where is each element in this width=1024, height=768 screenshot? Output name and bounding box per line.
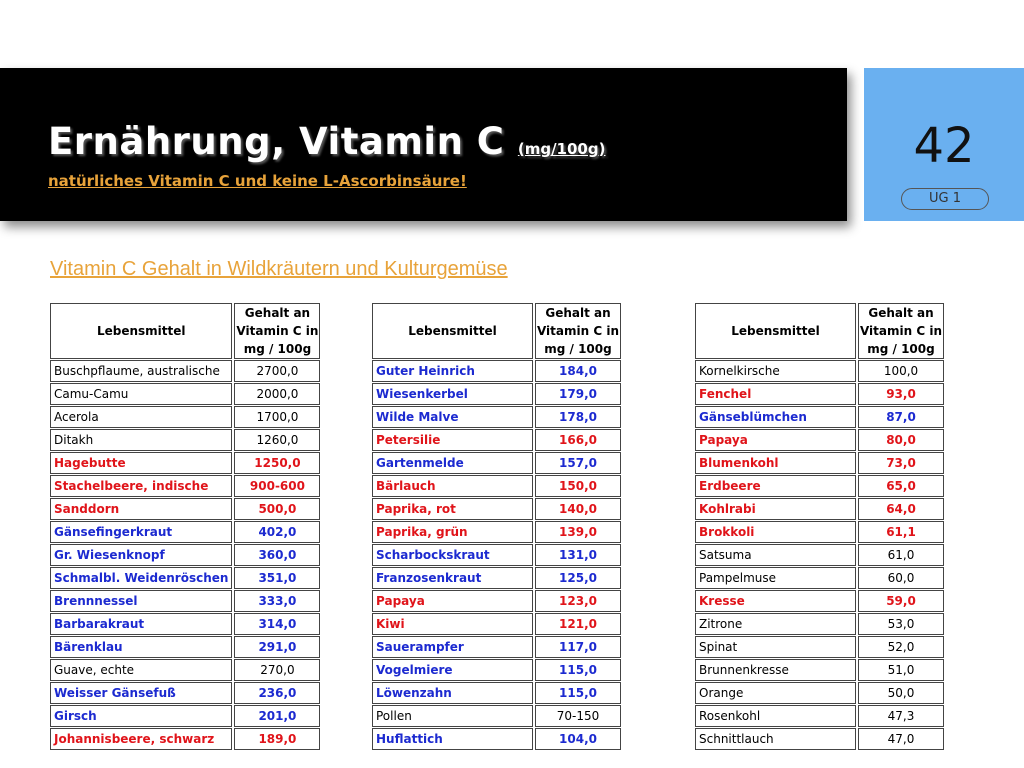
table-row [695, 590, 944, 612]
table-row [50, 521, 320, 543]
table-row [372, 682, 621, 704]
vitamin-c-value: 140,0 [535, 498, 621, 520]
vitamin-c-value: 60,0 [858, 567, 944, 589]
food-name: Acerola [50, 406, 232, 428]
vitamin-c-value: 270,0 [234, 659, 320, 681]
page-number-box [864, 68, 1024, 221]
food-name: Gänsefingerkraut [50, 521, 232, 543]
food-name: Gartenmelde [372, 452, 533, 474]
slide-title-text: Ernährung, Vitamin C [48, 120, 505, 163]
header-vitamin-c: Gehalt an Vitamin C in mg / 100g [535, 303, 621, 359]
vitamin-c-value: 123,0 [535, 590, 621, 612]
table-row [372, 521, 621, 543]
table-row [695, 383, 944, 405]
food-name: Erdbeere [695, 475, 856, 497]
vitamin-c-value: 360,0 [234, 544, 320, 566]
page-number: 42 [913, 118, 975, 174]
vitamin-c-value: 125,0 [535, 567, 621, 589]
food-name: Kornelkirsche [695, 360, 856, 382]
table-row [695, 475, 944, 497]
food-name: Huflattich [372, 728, 533, 750]
food-name: Scharbockskraut [372, 544, 533, 566]
vitamin-c-value: 189,0 [234, 728, 320, 750]
header-food: Lebensmittel [695, 303, 856, 359]
table-row [50, 360, 320, 382]
vitamin-c-value: 2000,0 [234, 383, 320, 405]
vitamin-c-value: 59,0 [858, 590, 944, 612]
vitamin-c-value: 291,0 [234, 636, 320, 658]
vitamin-c-value: 131,0 [535, 544, 621, 566]
vitamin-c-value: 47,0 [858, 728, 944, 750]
table-row [50, 567, 320, 589]
table-row [372, 567, 621, 589]
food-name: Guter Heinrich [372, 360, 533, 382]
food-name: Sauerampfer [372, 636, 533, 658]
vitamin-c-value: 184,0 [535, 360, 621, 382]
table-row [372, 360, 621, 382]
slide-subtitle: natürliches Vitamin C und keine L-Ascorbinsäure! [48, 172, 467, 190]
food-name: Kresse [695, 590, 856, 612]
food-name: Buschpflaume, australische [50, 360, 232, 382]
food-name: Papaya [372, 590, 533, 612]
food-name: Brokkoli [695, 521, 856, 543]
vitamin-table-1 [48, 302, 322, 751]
vitamin-c-value: 900-600 [234, 475, 320, 497]
food-name: Zitrone [695, 613, 856, 635]
vitamin-c-value: 53,0 [858, 613, 944, 635]
food-name: Bärlauch [372, 475, 533, 497]
vitamin-c-value: 1260,0 [234, 429, 320, 451]
food-name: Spinat [695, 636, 856, 658]
table-row [695, 659, 944, 681]
food-name: Ditakh [50, 429, 232, 451]
section-title: Vitamin C Gehalt in Wildkräutern und Kulturgemüse [50, 258, 508, 280]
vitamin-c-value: 333,0 [234, 590, 320, 612]
vitamin-c-value: 93,0 [858, 383, 944, 405]
vitamin-c-value: 178,0 [535, 406, 621, 428]
food-name: Brennnessel [50, 590, 232, 612]
food-name: Wilde Malve [372, 406, 533, 428]
food-name: Rosenkohl [695, 705, 856, 727]
table-row [372, 475, 621, 497]
food-name: Schnittlauch [695, 728, 856, 750]
food-name: Guave, echte [50, 659, 232, 681]
food-name: Satsuma [695, 544, 856, 566]
food-name: Bärenklau [50, 636, 232, 658]
table-row [372, 636, 621, 658]
table-row [695, 705, 944, 727]
table-row [695, 728, 944, 750]
table-row [50, 728, 320, 750]
food-name: Wiesenkerbel [372, 383, 533, 405]
vitamin-c-value: 73,0 [858, 452, 944, 474]
table-row [50, 383, 320, 405]
vitamin-c-value: 61,0 [858, 544, 944, 566]
table-row [695, 636, 944, 658]
header-vitamin-c: Gehalt an Vitamin C in mg / 100g [234, 303, 320, 359]
vitamin-c-value: 80,0 [858, 429, 944, 451]
food-name: Petersilie [372, 429, 533, 451]
table-row [372, 383, 621, 405]
food-name: Paprika, rot [372, 498, 533, 520]
food-name: Weisser Gänsefuß [50, 682, 232, 704]
table-row [372, 705, 621, 727]
vitamin-c-value: 87,0 [858, 406, 944, 428]
vitamin-c-value: 52,0 [858, 636, 944, 658]
vitamin-c-value: 201,0 [234, 705, 320, 727]
slide-title-unit: (mg/100g) [517, 140, 606, 158]
food-name: Gänseblümchen [695, 406, 856, 428]
vitamin-table-3 [693, 302, 946, 751]
vitamin-c-value: 2700,0 [234, 360, 320, 382]
vitamin-c-value: 157,0 [535, 452, 621, 474]
food-name: Pampelmuse [695, 567, 856, 589]
table-row [695, 521, 944, 543]
vitamin-c-value: 117,0 [535, 636, 621, 658]
vitamin-c-value: 236,0 [234, 682, 320, 704]
vitamin-c-value: 115,0 [535, 682, 621, 704]
vitamin-c-value: 115,0 [535, 659, 621, 681]
food-name: Brunnenkresse [695, 659, 856, 681]
header-vitamin-c: Gehalt an Vitamin C in mg / 100g [858, 303, 944, 359]
vitamin-c-value: 351,0 [234, 567, 320, 589]
table-row [695, 682, 944, 704]
food-name: Girsch [50, 705, 232, 727]
table-row [50, 613, 320, 635]
vitamin-c-value: 51,0 [858, 659, 944, 681]
table-row [695, 613, 944, 635]
table-row [50, 636, 320, 658]
vitamin-c-value: 166,0 [535, 429, 621, 451]
food-name: Blumenkohl [695, 452, 856, 474]
table-row [50, 452, 320, 474]
vitamin-c-value: 139,0 [535, 521, 621, 543]
table-row [372, 406, 621, 428]
table-row [50, 682, 320, 704]
table-row [695, 567, 944, 589]
food-name: Papaya [695, 429, 856, 451]
vitamin-c-value: 65,0 [858, 475, 944, 497]
table-row [372, 452, 621, 474]
table-row [695, 429, 944, 451]
food-name: Schmalbl. Weidenröschen [50, 567, 232, 589]
table-row [50, 498, 320, 520]
vitamin-c-value: 104,0 [535, 728, 621, 750]
vitamin-c-value: 100,0 [858, 360, 944, 382]
food-name: Gr. Wiesenknopf [50, 544, 232, 566]
food-name: Kiwi [372, 613, 533, 635]
header-food: Lebensmittel [372, 303, 533, 359]
table-row [372, 613, 621, 635]
table-row [50, 705, 320, 727]
food-name: Löwenzahn [372, 682, 533, 704]
food-name: Kohlrabi [695, 498, 856, 520]
table-row [372, 659, 621, 681]
table-row [50, 659, 320, 681]
vitamin-c-value: 121,0 [535, 613, 621, 635]
vitamin-table-2 [370, 302, 623, 751]
food-name: Camu-Camu [50, 383, 232, 405]
table-row [695, 406, 944, 428]
header-food: Lebensmittel [50, 303, 232, 359]
food-name: Pollen [372, 705, 533, 727]
vitamin-c-value: 61,1 [858, 521, 944, 543]
food-name: Paprika, grün [372, 521, 533, 543]
unit-badge: UG 1 [901, 188, 989, 210]
table-row [50, 406, 320, 428]
vitamin-c-value: 47,3 [858, 705, 944, 727]
food-name: Orange [695, 682, 856, 704]
food-name: Fenchel [695, 383, 856, 405]
table-row [695, 544, 944, 566]
food-name: Stachelbeere, indische [50, 475, 232, 497]
table-row [372, 429, 621, 451]
table-row [372, 498, 621, 520]
food-name: Franzosenkraut [372, 567, 533, 589]
food-name: Hagebutte [50, 452, 232, 474]
vitamin-c-value: 314,0 [234, 613, 320, 635]
table-row [50, 590, 320, 612]
food-name: Vogelmiere [372, 659, 533, 681]
food-name: Johannisbeere, schwarz [50, 728, 232, 750]
vitamin-c-value: 64,0 [858, 498, 944, 520]
vitamin-c-value: 70-150 [535, 705, 621, 727]
table-row [50, 475, 320, 497]
table-row [372, 544, 621, 566]
slide-title [48, 120, 605, 163]
vitamin-c-value: 402,0 [234, 521, 320, 543]
vitamin-c-value: 500,0 [234, 498, 320, 520]
vitamin-c-value: 1250,0 [234, 452, 320, 474]
table-row [695, 360, 944, 382]
table-row [695, 452, 944, 474]
table-row [372, 728, 621, 750]
food-name: Barbarakraut [50, 613, 232, 635]
vitamin-c-value: 179,0 [535, 383, 621, 405]
vitamin-c-value: 1700,0 [234, 406, 320, 428]
table-row [372, 590, 621, 612]
vitamin-c-value: 150,0 [535, 475, 621, 497]
food-name: Sanddorn [50, 498, 232, 520]
vitamin-c-value: 50,0 [858, 682, 944, 704]
table-row [50, 429, 320, 451]
table-row [695, 498, 944, 520]
table-row [50, 544, 320, 566]
